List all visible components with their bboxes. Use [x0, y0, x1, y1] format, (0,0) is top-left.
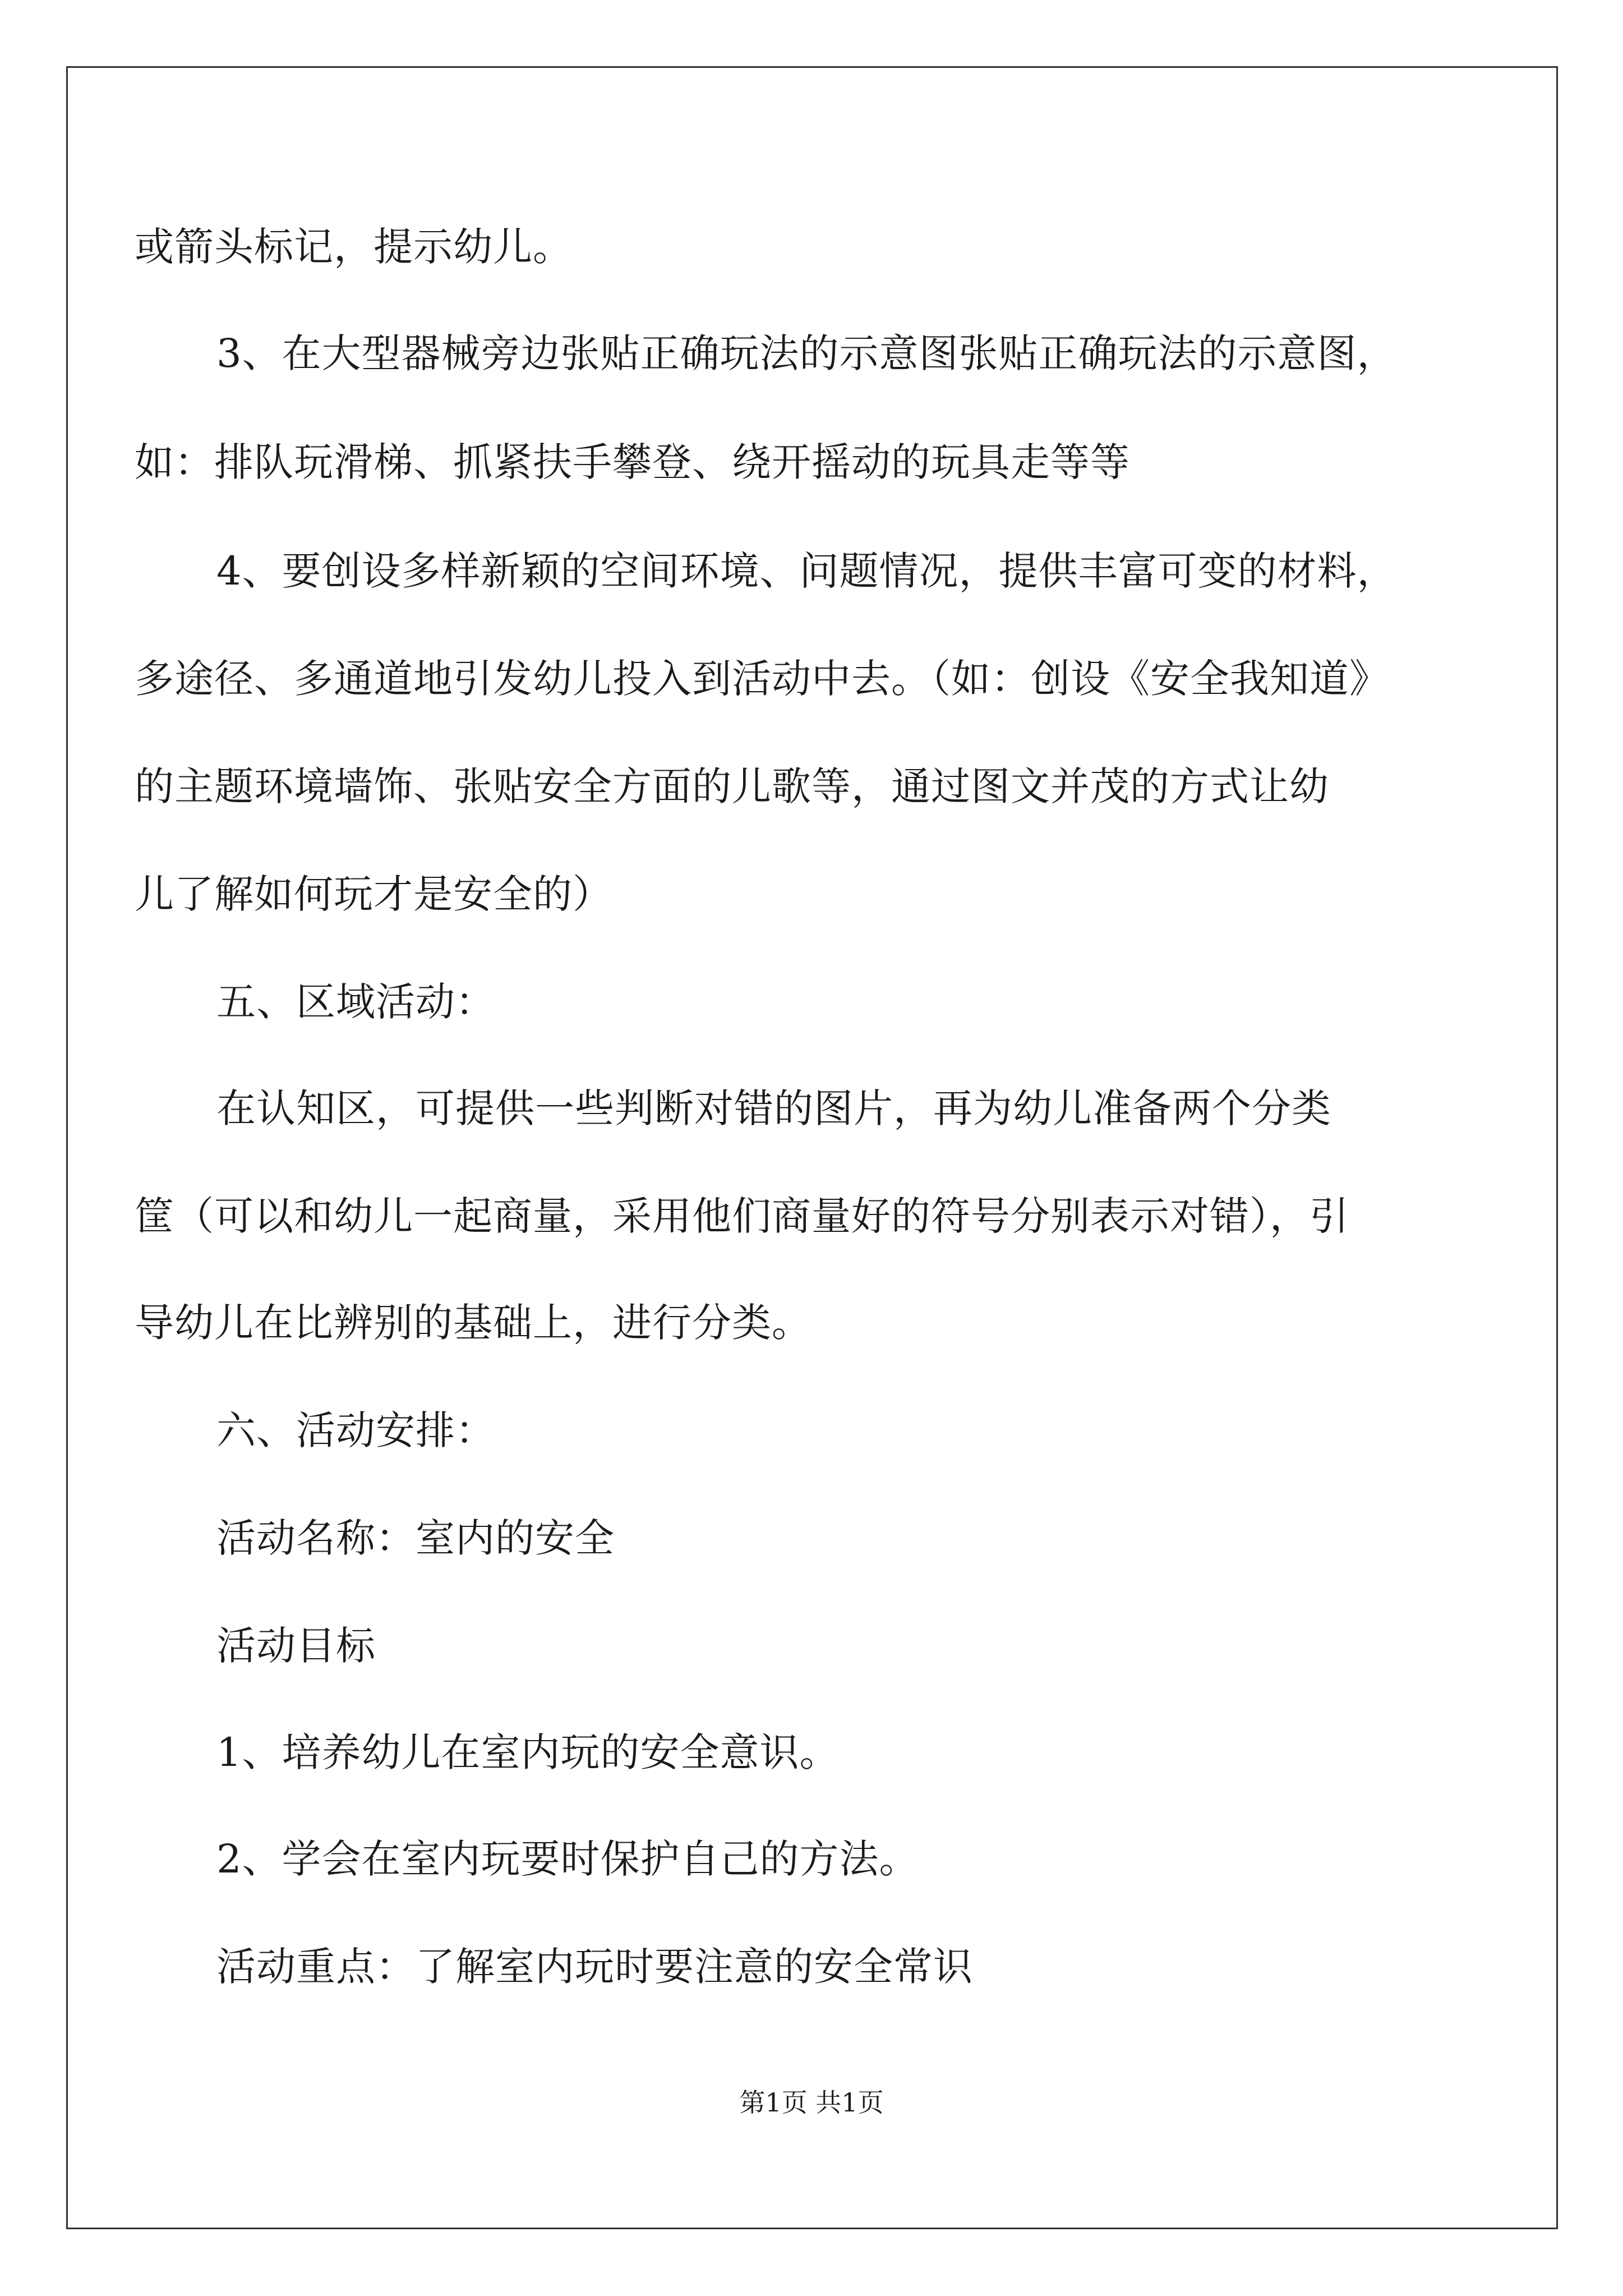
- text-line: 导幼儿在比辨别的基础上，进行分类。: [135, 1300, 811, 1346]
- page-border: [66, 66, 1558, 2229]
- text-line: 筐（可以和幼儿一起商量，采用他们商量好的符号分别表示对错），引: [135, 1193, 1349, 1239]
- text-line: 活动重点：了解室内玩时要注意的安全常识: [216, 1944, 973, 1990]
- text-line: 儿了解如何玩才是安全的）: [135, 871, 612, 917]
- text-line: 1、培养幼儿在室内玩的安全意识。: [216, 1729, 840, 1775]
- text-line: 在认知区，可提供一些判断对错的图片，再为幼儿准备两个分类: [216, 1085, 1331, 1131]
- section-heading: 五、区域活动：: [216, 979, 495, 1025]
- text-line: 如：排队玩滑梯、抓紧扶手攀登、绕开摇动的玩具走等等: [135, 439, 1130, 485]
- text-line: 或箭头标记，提示幼儿。: [135, 224, 573, 270]
- text-line: 4、要创设多样新颖的空间环境、问题情况，提供丰富可变的材料，: [216, 548, 1397, 594]
- text-line: 活动目标: [216, 1623, 376, 1669]
- text-line: 活动名称：室内的安全: [216, 1515, 615, 1561]
- text-line: 2、学会在室内玩要时保护自己的方法。: [216, 1836, 919, 1882]
- section-heading: 六、活动安排：: [216, 1407, 495, 1453]
- page-footer: 第1页 共1页: [739, 2087, 884, 2118]
- text-line: 3、在大型器械旁边张贴正确玩法的示意图张贴正确玩法的示意图，: [216, 330, 1397, 376]
- text-line: 的主题环境墙饰、张贴安全方面的儿歌等，通过图文并茂的方式让幼: [135, 763, 1329, 809]
- text-line: 多途径、多通道地引发幼儿投入到活动中去。（如：创设《安全我知道》: [135, 656, 1389, 702]
